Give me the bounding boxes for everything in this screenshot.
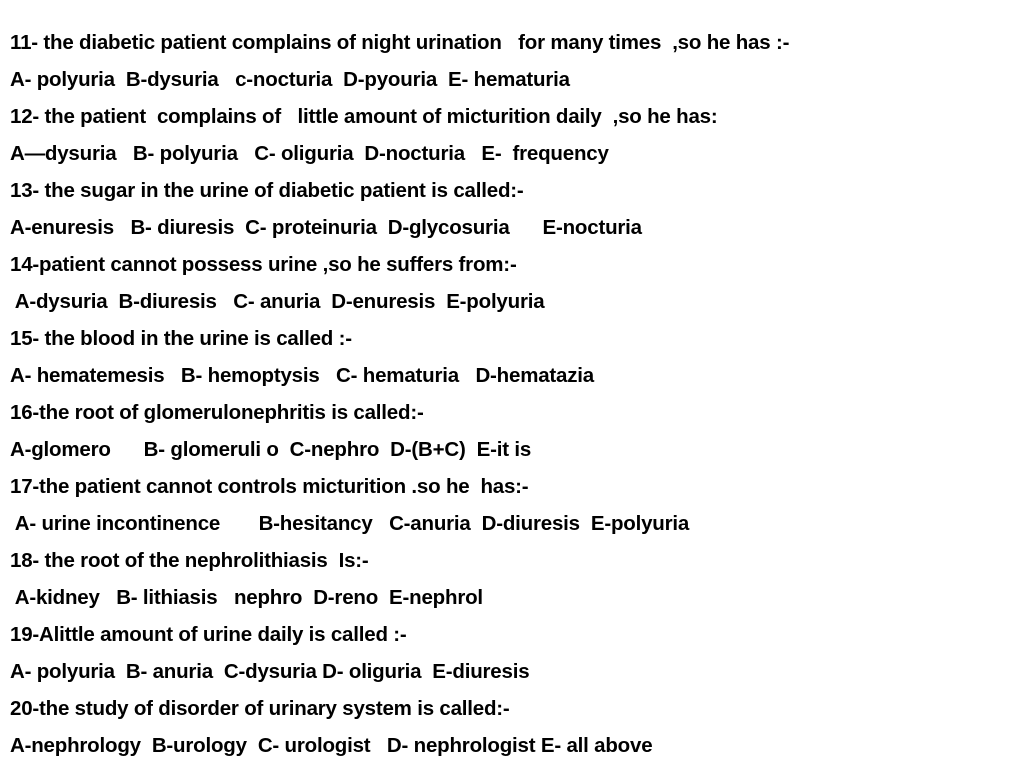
question-14: 14-patient cannot possess urine ,so he suffers from:- <box>10 253 517 276</box>
answers-15: A- hematemesis B- hemoptysis C- hematuria D-hematazia <box>10 364 595 387</box>
question-13: 13- the sugar in the urine of diabetic patient is called:- <box>10 179 524 202</box>
answers-13: A-enuresis B- diuresis C- proteinuria D-glycosuria E-nocturia <box>10 216 642 239</box>
question-15: 15- the blood in the urine is called :- <box>10 327 352 350</box>
question-20: 20-the study of disorder of urinary system is called:- <box>10 697 510 720</box>
answers-14: A-dysuria B-diuresis C- anuria D-enuresis E-polyuria <box>10 290 545 313</box>
question-12: 12- the patient complains of little amount of micturition daily ,so he has: <box>10 105 718 128</box>
answers-18: A-kidney B- lithiasis nephro D-reno E-nephrol <box>10 586 483 609</box>
answers-20: A-nephrology B-urology C- urologist D- nephrologist E- all above <box>10 734 653 757</box>
question-19: 19-Alittle amount of urine daily is called :- <box>10 623 407 646</box>
question-11: 11- the diabetic patient complains of night urination for many times ,so he has :- <box>10 31 790 54</box>
question-17: 17-the patient cannot controls micturition .so he has:- <box>10 475 529 498</box>
answers-16: A-glomero B- glomeruli o C-nephro D-(B+C) E-it is <box>10 438 532 461</box>
question-16: 16-the root of glomerulonephritis is called:- <box>10 401 424 424</box>
answers-11: A- polyuria B-dysuria c-nocturia D-pyouria E- hematuria <box>10 68 570 91</box>
question-18: 18- the root of the nephrolithiasis Is:- <box>10 549 369 572</box>
answers-12: A—dysuria B- polyuria C- oliguria D-nocturia E- frequency <box>10 142 609 165</box>
answers-17: A- urine incontinence B-hesitancy C-anuria D-diuresis E-polyuria <box>10 512 690 535</box>
question-list <box>10 24 1014 764</box>
answers-19: A- polyuria B- anuria C-dysuria D- oliguria E-diuresis <box>10 660 530 683</box>
